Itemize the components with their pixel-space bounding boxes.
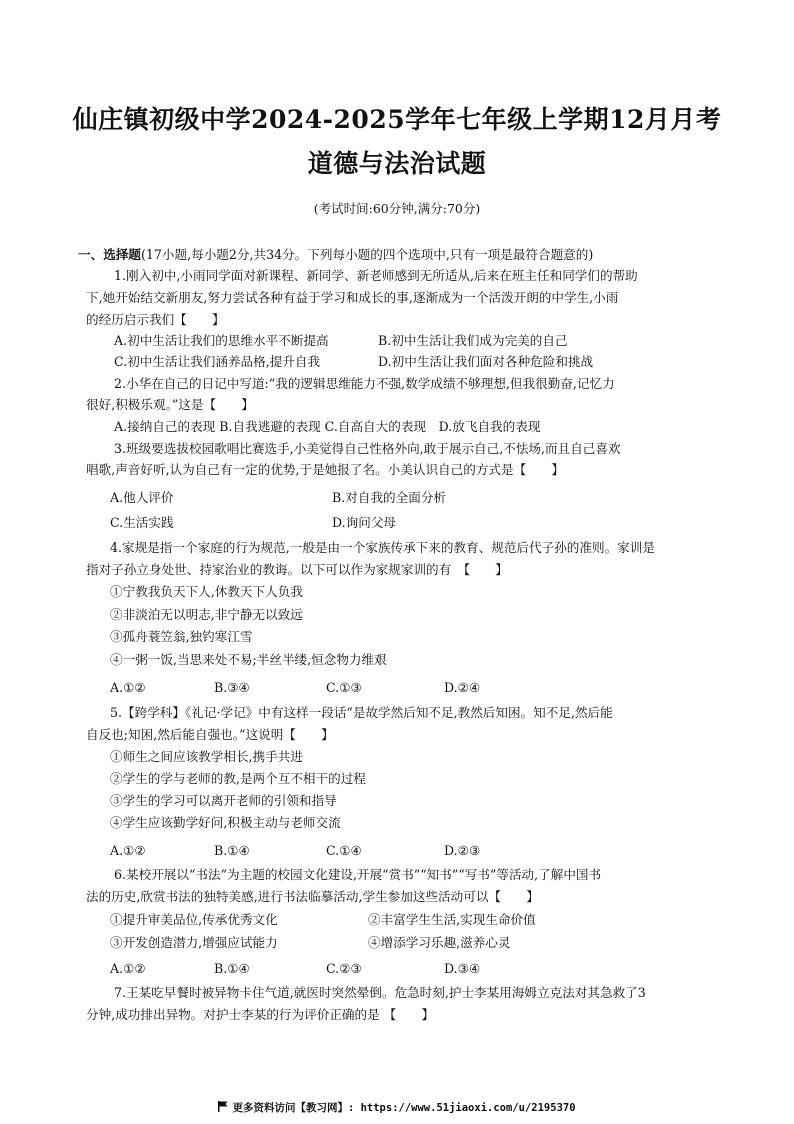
section-note: (17小题,每小题2分,共34分。下列每小题的四个选项中,只有一项是最符合题意的) — [140, 247, 594, 262]
q5-option-c: C.①④ — [326, 843, 362, 858]
q3-option-c: C.生活实践 — [110, 515, 174, 530]
q5-stem-line2: 自反也;知困,然后能自强也。”这说明【 】 — [86, 727, 334, 742]
q4-option-c: C.①③ — [326, 680, 362, 695]
q5-item-3: ③学生的学习可以离开老师的引领和指导 — [110, 793, 337, 808]
q7-stem-line2: 分钟,成功排出异物。对护士李某的行为评价正确的是 【 】 — [86, 1007, 435, 1022]
q6-option-a: A.①② — [110, 961, 146, 976]
q5-option-a: A.①② — [110, 843, 146, 858]
q1-option-d: D.初中生活让我们面对各种危险和挑战 — [378, 354, 594, 369]
flag-icon — [218, 1101, 228, 1115]
section-heading-line — [78, 247, 593, 263]
exam-title-line1: 仙庄镇初级中学2024-2025学年七年级上学期12月月考 — [72, 105, 722, 134]
q5-option-b: B.①④ — [214, 843, 250, 858]
q1-option-a: A.初中生活让我们的思维水平不断提高 — [114, 333, 329, 348]
q3-option-b: B.对自我的全面分析 — [332, 490, 447, 505]
q5-item-2: ②学生的学与老师的教,是两个互不相干的过程 — [110, 771, 366, 786]
q3-option-d: D.询问父母 — [332, 515, 397, 530]
q2-stem-line1: 2.小华在自己的日记中写道:“我的逻辑思维能力不强,数学成绩不够理想,但我很勤奋,记忆力 — [114, 376, 615, 391]
q4-item-3: ③孤舟蓑笠翁,独钓寒江雪 — [110, 629, 253, 644]
q6-option-b: B.①④ — [214, 961, 250, 976]
q4-item-4: ④一粥一饭,当思来处不易;半丝半缕,恒念物力维艰 — [110, 652, 387, 667]
q6-option-c: C.②③ — [326, 961, 362, 976]
footer-text: 更多资料访问【教习网】: https://www.51jiaoxi.com/u/2195370 — [232, 1102, 576, 1114]
q6-stem-line2: 法的历史,欣赏书法的独特美感,进行书法临摹活动,学生参加这些活动可以【 】 — [86, 889, 539, 904]
q2-stem-line2: 很好,积极乐观。”这是【 】 — [86, 397, 254, 412]
q6-item-1: ①提升审美品位,传承优秀文化 — [110, 912, 278, 927]
q7-stem-line1: 7.王某吃早餐时被异物卡住气道,就医时突然晕倒。危急时刻,护士李某用海姆立克法对其急救了3 — [114, 985, 646, 1000]
q5-option-d: D.②③ — [444, 843, 481, 858]
exam-title-line2: 道德与法治试题 — [307, 149, 487, 178]
q5-item-4: ④学生应该勤学好问,积极主动与老师交流 — [110, 815, 341, 830]
q6-item-3: ③开发创造潜力,增强应试能力 — [110, 935, 278, 950]
q4-item-1: ①宁教我负天下人,休教天下人负我 — [110, 584, 303, 599]
q4-stem-line1: 4.家规是指一个家庭的行为规范,一般是由一个家族传承下来的教育、规范后代子孙的准则。家训是 — [110, 540, 655, 555]
q6-stem-line1: 6.某校开展以“书法”为主题的校园文化建设,开展“赏书”“知书”“写书”等活动,了解中国书 — [114, 867, 602, 882]
q3-stem-line2: 唱歌,声音好听,认为自己有一定的优势,于是她报了名。小美认识自己的方式是【 】 — [86, 462, 564, 477]
q1-stem-line3: 的经历启示我们【 】 — [86, 312, 225, 327]
q1-stem-line2: 下,她开始结交新朋友,努力尝试各种有益于学习和成长的事,逐渐成为一个活泼开朗的中学生,小雨 — [86, 290, 619, 305]
q5-stem-line1: 5.【跨学科】《礼记·学记》中有这样一段话“是故学然后知不足,教然后知困。知不足,然后能 — [110, 705, 613, 720]
q4-option-d: D.②④ — [444, 680, 481, 695]
q6-item-4: ④增添学习乐趣,滋养心灵 — [368, 935, 511, 950]
q6-option-d: D.③④ — [444, 961, 481, 976]
section-heading: 一、选择题 — [78, 247, 141, 262]
q4-item-2: ②非淡泊无以明志,非宁静无以致远 — [110, 607, 303, 622]
q3-stem-line1: 3.班级要选拔校园歌唱比赛选手,小美觉得自己性格外向,敢于展示自己,不怯场,而且自己喜欢 — [114, 441, 621, 456]
q1-option-b: B.初中生活让我们成为完美的自己 — [378, 333, 568, 348]
q4-option-a: A.①② — [110, 680, 146, 695]
q6-item-2: ②丰富学生生活,实现生命价值 — [368, 912, 536, 927]
q1-stem-line1: 1.刚入初中,小雨同学面对新课程、新同学、新老师感到无所适从,后来在班主任和同学们的帮助 — [114, 268, 638, 283]
footer-link[interactable] — [0, 1100, 794, 1115]
q4-option-b: B.③④ — [214, 680, 250, 695]
q3-option-a: A.他人评价 — [110, 490, 174, 505]
q1-option-c: C.初中生活让我们涵养品格,提升自我 — [114, 354, 321, 369]
exam-subtitle: (考试时间:60分钟,满分:70分) — [313, 201, 481, 216]
q4-stem-line2: 指对子孙立身处世、持家治业的教诲。以下可以作为家规家训的有 【 】 — [86, 562, 508, 577]
q5-item-1: ①师生之间应该教学相长,携手共进 — [110, 749, 303, 764]
q2-options: A.接纳自己的表现 B.自我逃避的表现 C.自高自大的表现 D.放飞自我的表现 — [114, 419, 541, 434]
